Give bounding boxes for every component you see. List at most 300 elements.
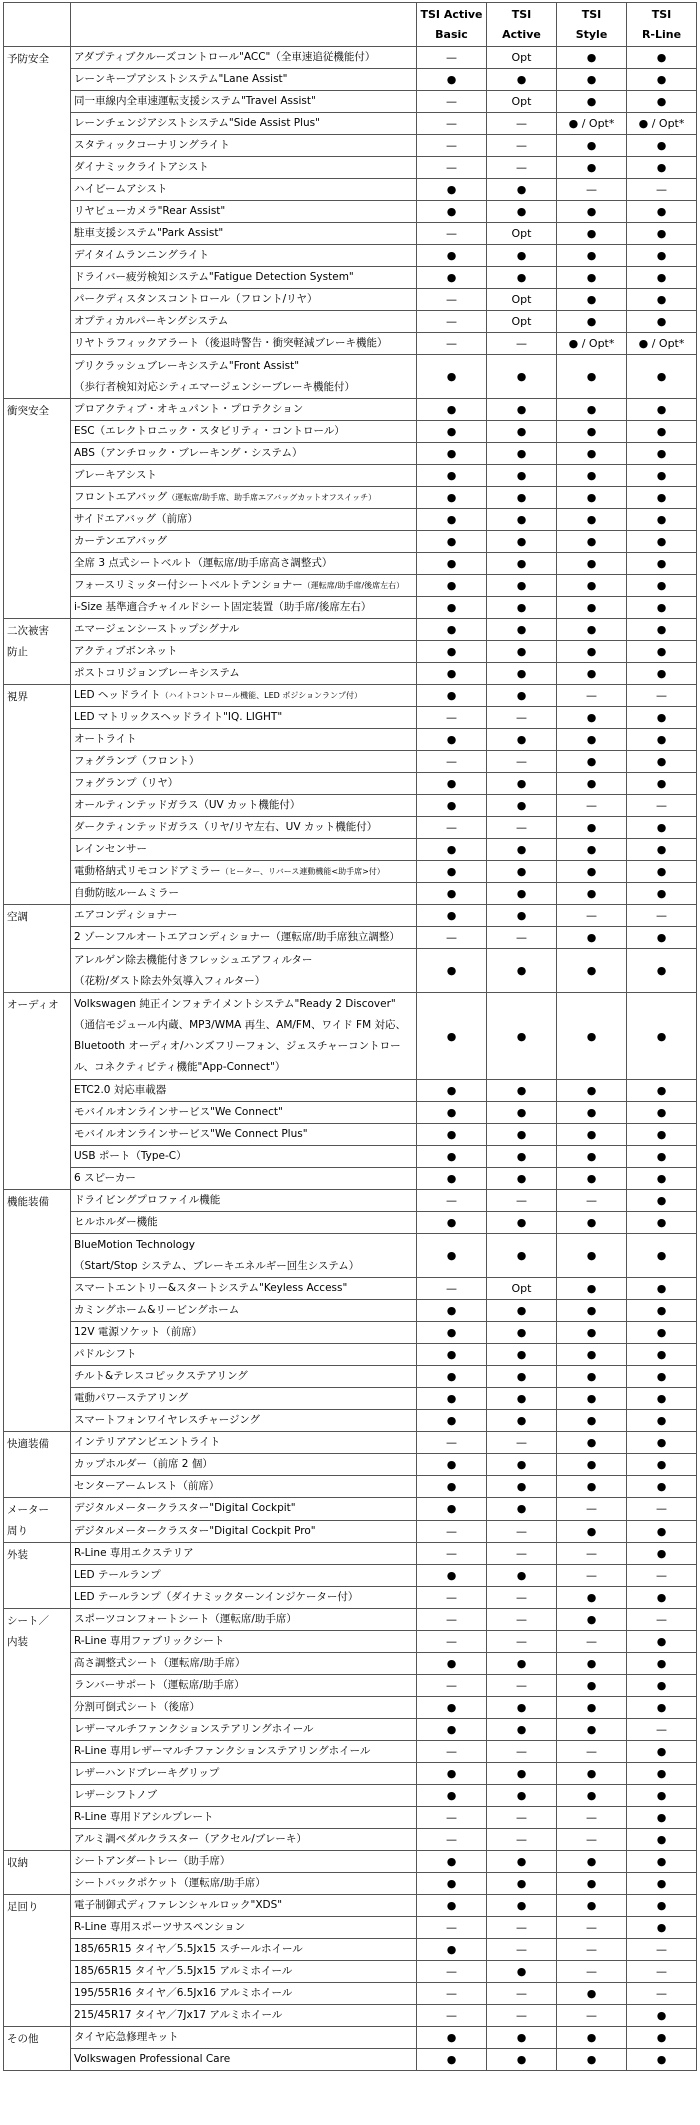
table-row — [4, 91, 697, 113]
feature-name: デジタルメータークラスター"Digital Cockpit" — [74, 1502, 296, 1515]
availability-mark: — — [557, 685, 627, 707]
table-body — [4, 47, 697, 2071]
availability-mark: — — [627, 179, 697, 201]
availability-mark: ● — [417, 1080, 487, 1102]
availability-mark: ● — [627, 399, 697, 421]
table-row — [4, 69, 697, 91]
availability-mark: ● — [487, 531, 557, 553]
availability-mark: ● — [557, 487, 627, 509]
header-line-2: R-Line — [641, 27, 682, 41]
category-cell: その他 — [4, 2027, 71, 2071]
availability-mark: ● — [487, 597, 557, 619]
availability-mark: ● — [417, 1410, 487, 1432]
feature-name-cell — [71, 839, 417, 861]
feature-name: 215/45R17 タイヤ／7Jx17 アルミホイール — [74, 2009, 283, 2021]
category-cell: 空調 — [4, 905, 71, 993]
feature-name-cell — [71, 993, 417, 1080]
availability-mark: ● — [417, 1300, 487, 1322]
feature-name: 高さ調整式シート（運転席/助手席） — [74, 1657, 246, 1669]
feature-detail-line: ル、コネクティビティ機能"App-Connect"） — [74, 1061, 286, 1073]
feature-name: オートライト — [74, 733, 137, 745]
availability-mark: ● — [417, 69, 487, 91]
feature-name-cell — [71, 1388, 417, 1410]
table-row — [4, 993, 697, 1080]
feature-name: Volkswagen 純正インフォテイメントシステム"Ready 2 Discover" — [74, 998, 396, 1010]
availability-mark: ● — [627, 1631, 697, 1653]
category-cell: 収納 — [4, 1851, 71, 1895]
availability-mark: ● — [557, 883, 627, 905]
availability-mark: ● / Opt* — [627, 333, 697, 355]
availability-mark: — — [627, 1961, 697, 1983]
feature-name: 自動防眩ルームミラー — [74, 887, 179, 899]
availability-mark: Opt — [487, 91, 557, 113]
feature-name-cell — [71, 1146, 417, 1168]
table-row — [4, 773, 697, 795]
feature-note: （ヒーター、リバース連動機能<助手席>付） — [220, 867, 385, 876]
feature-name: エアコンディショナー — [74, 909, 178, 921]
availability-mark: ● — [627, 839, 697, 861]
availability-mark: ● — [627, 91, 697, 113]
table-row — [4, 1410, 697, 1432]
availability-mark: — — [417, 817, 487, 839]
table-row — [4, 1873, 697, 1895]
table-row — [4, 113, 697, 135]
availability-mark: — — [487, 1543, 557, 1565]
availability-mark: ● — [557, 157, 627, 179]
table-row — [4, 839, 697, 861]
feature-name: スポーツコンフォートシート（運転席/助手席） — [74, 1613, 297, 1625]
feature-name: アダプティブクルーズコントロール"ACC"（全車速追従機能付） — [74, 51, 376, 63]
availability-mark: ● — [487, 1124, 557, 1146]
table-row — [4, 179, 697, 201]
feature-name: ダークティンテッドガラス（リヤ/リヤ左右、UV カット機能付） — [74, 821, 378, 833]
table-row — [4, 135, 697, 157]
availability-mark: — — [487, 1829, 557, 1851]
availability-mark: ● — [627, 553, 697, 575]
availability-mark: ● — [557, 421, 627, 443]
header-line-1: TSI — [651, 7, 672, 21]
feature-name: i-Size 基準適合チャイルドシート固定装置（助手席/後席左右） — [74, 601, 372, 613]
availability-mark: ● — [557, 1212, 627, 1234]
availability-mark: ● — [627, 531, 697, 553]
table-row — [4, 1609, 697, 1631]
availability-mark: ● — [557, 2027, 627, 2049]
table-row — [4, 1807, 697, 1829]
feature-name: ランバーサポート（運転席/助手席） — [74, 1679, 245, 1691]
header-line-1: TSI — [581, 7, 602, 21]
availability-mark: ● — [557, 1454, 627, 1476]
availability-mark: ● — [487, 1961, 557, 1983]
availability-mark: — — [417, 1807, 487, 1829]
table-row — [4, 201, 697, 223]
availability-mark: ● — [557, 1322, 627, 1344]
availability-mark: ● — [627, 1520, 697, 1543]
feature-name: ABS（アンチロック・ブレーキング・システム） — [74, 447, 303, 459]
feature-name: 12V 電源ソケット（前席） — [74, 1326, 203, 1338]
table-row — [4, 333, 697, 355]
availability-mark: ● — [627, 267, 697, 289]
availability-mark: — — [417, 1983, 487, 2005]
table-row — [4, 1697, 697, 1719]
header-line-1: TSI Active — [420, 7, 483, 21]
availability-mark: ● — [487, 1697, 557, 1719]
availability-mark: — — [487, 1983, 557, 2005]
table-row — [4, 531, 697, 553]
availability-mark: ● — [627, 1234, 697, 1278]
availability-mark: ● — [417, 1476, 487, 1498]
availability-mark: ● — [487, 905, 557, 927]
availability-mark: — — [417, 113, 487, 135]
availability-mark: ● — [627, 1344, 697, 1366]
feature-name-cell — [71, 1587, 417, 1609]
feature-name: ヒルホルダー機能 — [74, 1216, 158, 1228]
availability-mark: — — [487, 817, 557, 839]
availability-mark: ● — [557, 1168, 627, 1190]
availability-mark: ● — [627, 201, 697, 223]
availability-mark: ● — [627, 1454, 697, 1476]
feature-name: レザーマルチファンクションステアリングホイール — [74, 1723, 314, 1735]
availability-mark: ● — [557, 1278, 627, 1300]
feature-name-cell — [71, 1454, 417, 1476]
availability-mark: ● — [487, 2049, 557, 2071]
availability-mark: — — [627, 795, 697, 817]
availability-mark: — — [487, 751, 557, 773]
availability-mark: — — [417, 2005, 487, 2027]
availability-mark: — — [487, 1631, 557, 1653]
availability-mark: ● — [417, 465, 487, 487]
availability-mark: ● — [557, 1697, 627, 1719]
availability-mark: ● — [627, 1432, 697, 1454]
feature-name: アルミ調ペダルクラスター（アクセル/ブレーキ） — [74, 1833, 307, 1845]
availability-mark: ● — [627, 1697, 697, 1719]
availability-mark: ● — [487, 1212, 557, 1234]
availability-mark: ● — [627, 1146, 697, 1168]
feature-name: シートアンダートレー（助手席） — [74, 1855, 231, 1867]
availability-mark: ● — [417, 487, 487, 509]
availability-mark: — — [417, 47, 487, 69]
feature-name: R-Line 専用ファブリックシート — [74, 1635, 225, 1647]
availability-mark: ● — [627, 223, 697, 245]
availability-mark: ● / Opt* — [627, 113, 697, 135]
feature-name-cell — [71, 1344, 417, 1366]
availability-mark: ● — [417, 509, 487, 531]
feature-name: スマートフォンワイヤレスチャージング — [74, 1414, 261, 1426]
availability-mark: — — [417, 1741, 487, 1763]
table-row — [4, 399, 697, 421]
availability-mark: ● — [417, 1785, 487, 1807]
feature-detail: （花粉/ダスト除去外気導入フィルター） — [74, 974, 266, 987]
availability-mark: — — [417, 91, 487, 113]
availability-mark: ● — [417, 179, 487, 201]
availability-mark: ● — [557, 509, 627, 531]
availability-mark: ● — [627, 1895, 697, 1917]
availability-mark: — — [417, 1631, 487, 1653]
availability-mark: ● — [627, 311, 697, 333]
feature-name: サイドエアバッグ（前席） — [74, 513, 199, 525]
availability-mark: — — [487, 1807, 557, 1829]
feature-name-cell — [71, 399, 417, 421]
feature-name: BlueMotion Technology — [74, 1238, 195, 1251]
availability-mark: ● — [417, 1697, 487, 1719]
availability-mark: — — [627, 1939, 697, 1961]
availability-mark: ● — [557, 245, 627, 267]
availability-mark: ● — [487, 773, 557, 795]
feature-name: フォグランプ（フロント） — [74, 755, 200, 767]
availability-mark: ● — [557, 729, 627, 751]
availability-mark: ● — [557, 531, 627, 553]
availability-mark: — — [417, 289, 487, 311]
header-grade-rline — [627, 3, 697, 47]
feature-name: スタティックコーナリングライト — [74, 139, 230, 151]
availability-mark: Opt — [487, 47, 557, 69]
availability-mark: — — [417, 1278, 487, 1300]
table-row — [4, 1322, 697, 1344]
availability-mark: ● — [487, 1168, 557, 1190]
availability-mark: ● — [487, 839, 557, 861]
category-cell: 衝突安全 — [4, 399, 71, 619]
availability-mark: — — [557, 1961, 627, 1983]
availability-mark: — — [417, 751, 487, 773]
feature-name-cell — [71, 1520, 417, 1543]
feature-name: デイタイムランニングライト — [74, 249, 210, 261]
availability-mark: — — [627, 1565, 697, 1587]
feature-name: カーテンエアバッグ — [74, 535, 168, 547]
availability-mark: ● — [417, 1565, 487, 1587]
feature-name: LED ヘッドライト — [74, 689, 161, 701]
availability-mark: — — [627, 1983, 697, 2005]
availability-mark: ● — [417, 1763, 487, 1785]
availability-mark: ● — [487, 1300, 557, 1322]
availability-mark: ● — [417, 2027, 487, 2049]
category-cell: 二次被害 防止 — [4, 619, 71, 685]
feature-name: LED マトリックスヘッドライト"IQ. LIGHT" — [74, 711, 283, 723]
table-row — [4, 707, 697, 729]
table-row — [4, 1234, 697, 1278]
feature-name-cell — [71, 729, 417, 751]
table-row — [4, 487, 697, 509]
feature-name: レザーシフトノブ — [74, 1789, 158, 1801]
feature-name-cell — [71, 1917, 417, 1939]
feature-name-cell — [71, 1675, 417, 1697]
table-row — [4, 1432, 697, 1454]
availability-mark: ● — [487, 1719, 557, 1741]
availability-mark: ● — [487, 1763, 557, 1785]
feature-detail-line: Bluetooth オーディオ/ハンズフリーフォン、ジェスチャーコントロー — [74, 1040, 401, 1052]
availability-mark: — — [417, 1432, 487, 1454]
availability-mark: ● — [487, 1873, 557, 1895]
table-row — [4, 47, 697, 69]
feature-name-cell — [71, 1983, 417, 2005]
availability-mark: ● — [487, 443, 557, 465]
feature-detail-line: （通信モジュール内蔵、MP3/WMA 再生、AM/FM、ワイド FM 対応、 — [74, 1019, 406, 1031]
availability-mark: — — [487, 157, 557, 179]
feature-name: インテリアアンビエントライト — [74, 1436, 221, 1448]
feature-name: ハイビームアシスト — [74, 183, 168, 195]
table-row — [4, 1102, 697, 1124]
availability-mark: — — [557, 1190, 627, 1212]
availability-mark: — — [487, 1432, 557, 1454]
availability-mark: ● — [417, 1388, 487, 1410]
availability-mark: — — [487, 1190, 557, 1212]
availability-mark: — — [557, 1939, 627, 1961]
availability-mark: ● — [417, 1851, 487, 1873]
availability-mark: ● — [627, 1168, 697, 1190]
feature-name-cell — [71, 1961, 417, 1983]
availability-mark: ● — [557, 1080, 627, 1102]
availability-mark: ● — [627, 993, 697, 1080]
category-cell: 機能装備 — [4, 1190, 71, 1432]
feature-name: 195/55R16 タイヤ／6.5Jx16 アルミホイール — [74, 1987, 293, 1999]
feature-name-cell — [71, 1322, 417, 1344]
feature-name-cell — [71, 905, 417, 927]
availability-mark: ● — [557, 69, 627, 91]
availability-mark: — — [487, 135, 557, 157]
availability-mark: ● — [417, 443, 487, 465]
feature-name-cell — [71, 1432, 417, 1454]
availability-mark: ● — [487, 1785, 557, 1807]
feature-detail: （Start/Stop システム、ブレーキエネルギー回生システム） — [74, 1259, 360, 1272]
availability-mark: ● — [417, 267, 487, 289]
availability-mark: — — [557, 1829, 627, 1851]
feature-name: 2 ゾーンフルオートエアコンディショナー（運転席/助手席独立調整） — [74, 931, 400, 943]
availability-mark: ● — [627, 1190, 697, 1212]
feature-name: 185/65R15 タイヤ／5.5Jx15 アルミホイール — [74, 1965, 293, 1977]
availability-mark: ● — [627, 1388, 697, 1410]
table-row — [4, 1454, 697, 1476]
availability-mark: ● — [557, 267, 627, 289]
availability-mark: ● — [627, 1124, 697, 1146]
feature-name-cell — [71, 1124, 417, 1146]
availability-mark: — — [417, 333, 487, 355]
availability-mark: ● — [557, 1432, 627, 1454]
availability-mark: ● — [557, 1388, 627, 1410]
availability-mark: ● — [627, 443, 697, 465]
table-row — [4, 1476, 697, 1498]
feature-name-cell — [71, 113, 417, 135]
feature-name-cell — [71, 707, 417, 729]
category-cell: オーディオ — [4, 993, 71, 1190]
availability-mark: ● — [487, 245, 557, 267]
table-row — [4, 421, 697, 443]
feature-name-cell — [71, 223, 417, 245]
availability-mark: ● — [627, 883, 697, 905]
table-row — [4, 1653, 697, 1675]
feature-name-cell — [71, 1498, 417, 1521]
table-row — [4, 575, 697, 597]
availability-mark: ● — [487, 201, 557, 223]
availability-mark: ● — [627, 751, 697, 773]
availability-mark: ● — [487, 883, 557, 905]
feature-name-cell — [71, 1719, 417, 1741]
availability-mark: ● — [557, 1102, 627, 1124]
availability-mark: ● — [417, 1146, 487, 1168]
feature-name: 6 スピーカー — [74, 1172, 136, 1184]
category-cell: シート／ 内装 — [4, 1609, 71, 1851]
table-row — [4, 1961, 697, 1983]
availability-mark: ● — [417, 1102, 487, 1124]
availability-mark: ● — [557, 817, 627, 839]
availability-mark: — — [487, 1675, 557, 1697]
availability-mark: ● — [627, 927, 697, 949]
availability-mark: — — [417, 1587, 487, 1609]
availability-mark: ● — [417, 773, 487, 795]
table-row — [4, 245, 697, 267]
feature-name-cell — [71, 1410, 417, 1432]
feature-name-cell — [71, 355, 417, 399]
feature-name: フロントエアバッグ — [74, 491, 168, 503]
availability-mark: — — [627, 1498, 697, 1521]
availability-mark: ● — [557, 1234, 627, 1278]
feature-name-cell — [71, 883, 417, 905]
feature-name: R-Line 専用ドアシルプレート — [74, 1811, 214, 1823]
availability-mark: ● — [487, 1895, 557, 1917]
table-row — [4, 817, 697, 839]
feature-name: LED テールランプ（ダイナミックターンインジケーター付） — [74, 1591, 359, 1603]
category-cell: 快適装備 — [4, 1432, 71, 1498]
feature-name: 185/65R15 タイヤ／5.5Jx15 スチールホイール — [74, 1943, 303, 1955]
feature-name-cell — [71, 685, 417, 707]
feature-name: チルト&テレスコピックステアリング — [74, 1370, 248, 1382]
availability-mark: — — [487, 707, 557, 729]
table-row — [4, 641, 697, 663]
feature-name: ESC（エレクトロニック・スタビリティ・コントロール） — [74, 425, 345, 437]
availability-mark: ● — [557, 1366, 627, 1388]
availability-mark: ● — [557, 1653, 627, 1675]
feature-name-cell — [71, 2049, 417, 2071]
availability-mark: ● — [487, 1851, 557, 1873]
feature-name: 分割可倒式シート（後席） — [74, 1701, 200, 1713]
equipment-table — [3, 2, 697, 2071]
table-row — [4, 443, 697, 465]
header-corner-cell — [4, 3, 71, 47]
feature-name-cell — [71, 1895, 417, 1917]
availability-mark: ● — [627, 1102, 697, 1124]
feature-name: レザーハンドブレーキグリップ — [74, 1767, 220, 1779]
table-row — [4, 1190, 697, 1212]
feature-name-cell — [71, 157, 417, 179]
availability-mark: ● — [627, 817, 697, 839]
availability-mark: ● — [557, 1873, 627, 1895]
table-row — [4, 1344, 697, 1366]
availability-mark: ● — [557, 1675, 627, 1697]
feature-name: R-Line 専用エクステリア — [74, 1547, 194, 1559]
availability-mark: ● — [417, 1168, 487, 1190]
feature-name: オールティンテッドガラス（UV カット機能付） — [74, 799, 301, 811]
availability-mark: ● — [487, 1388, 557, 1410]
availability-mark: — — [557, 1498, 627, 1521]
availability-mark: ● — [417, 1873, 487, 1895]
feature-name-cell — [71, 1278, 417, 1300]
availability-mark: — — [487, 927, 557, 949]
table-row — [4, 1983, 697, 2005]
feature-name-cell — [71, 861, 417, 883]
table-row — [4, 597, 697, 619]
availability-mark: ● — [487, 1344, 557, 1366]
availability-mark: ● — [557, 223, 627, 245]
availability-mark: ● — [487, 2027, 557, 2049]
availability-mark: ● — [557, 1785, 627, 1807]
table-row — [4, 1895, 697, 1917]
feature-name-cell — [71, 927, 417, 949]
table-row — [4, 1939, 697, 1961]
availability-mark: ● — [487, 575, 557, 597]
table-row — [4, 729, 697, 751]
availability-mark: ● — [627, 1080, 697, 1102]
availability-mark: ● — [417, 1344, 487, 1366]
availability-mark: — — [557, 179, 627, 201]
availability-mark: ● — [627, 1785, 697, 1807]
header-row — [4, 3, 697, 47]
